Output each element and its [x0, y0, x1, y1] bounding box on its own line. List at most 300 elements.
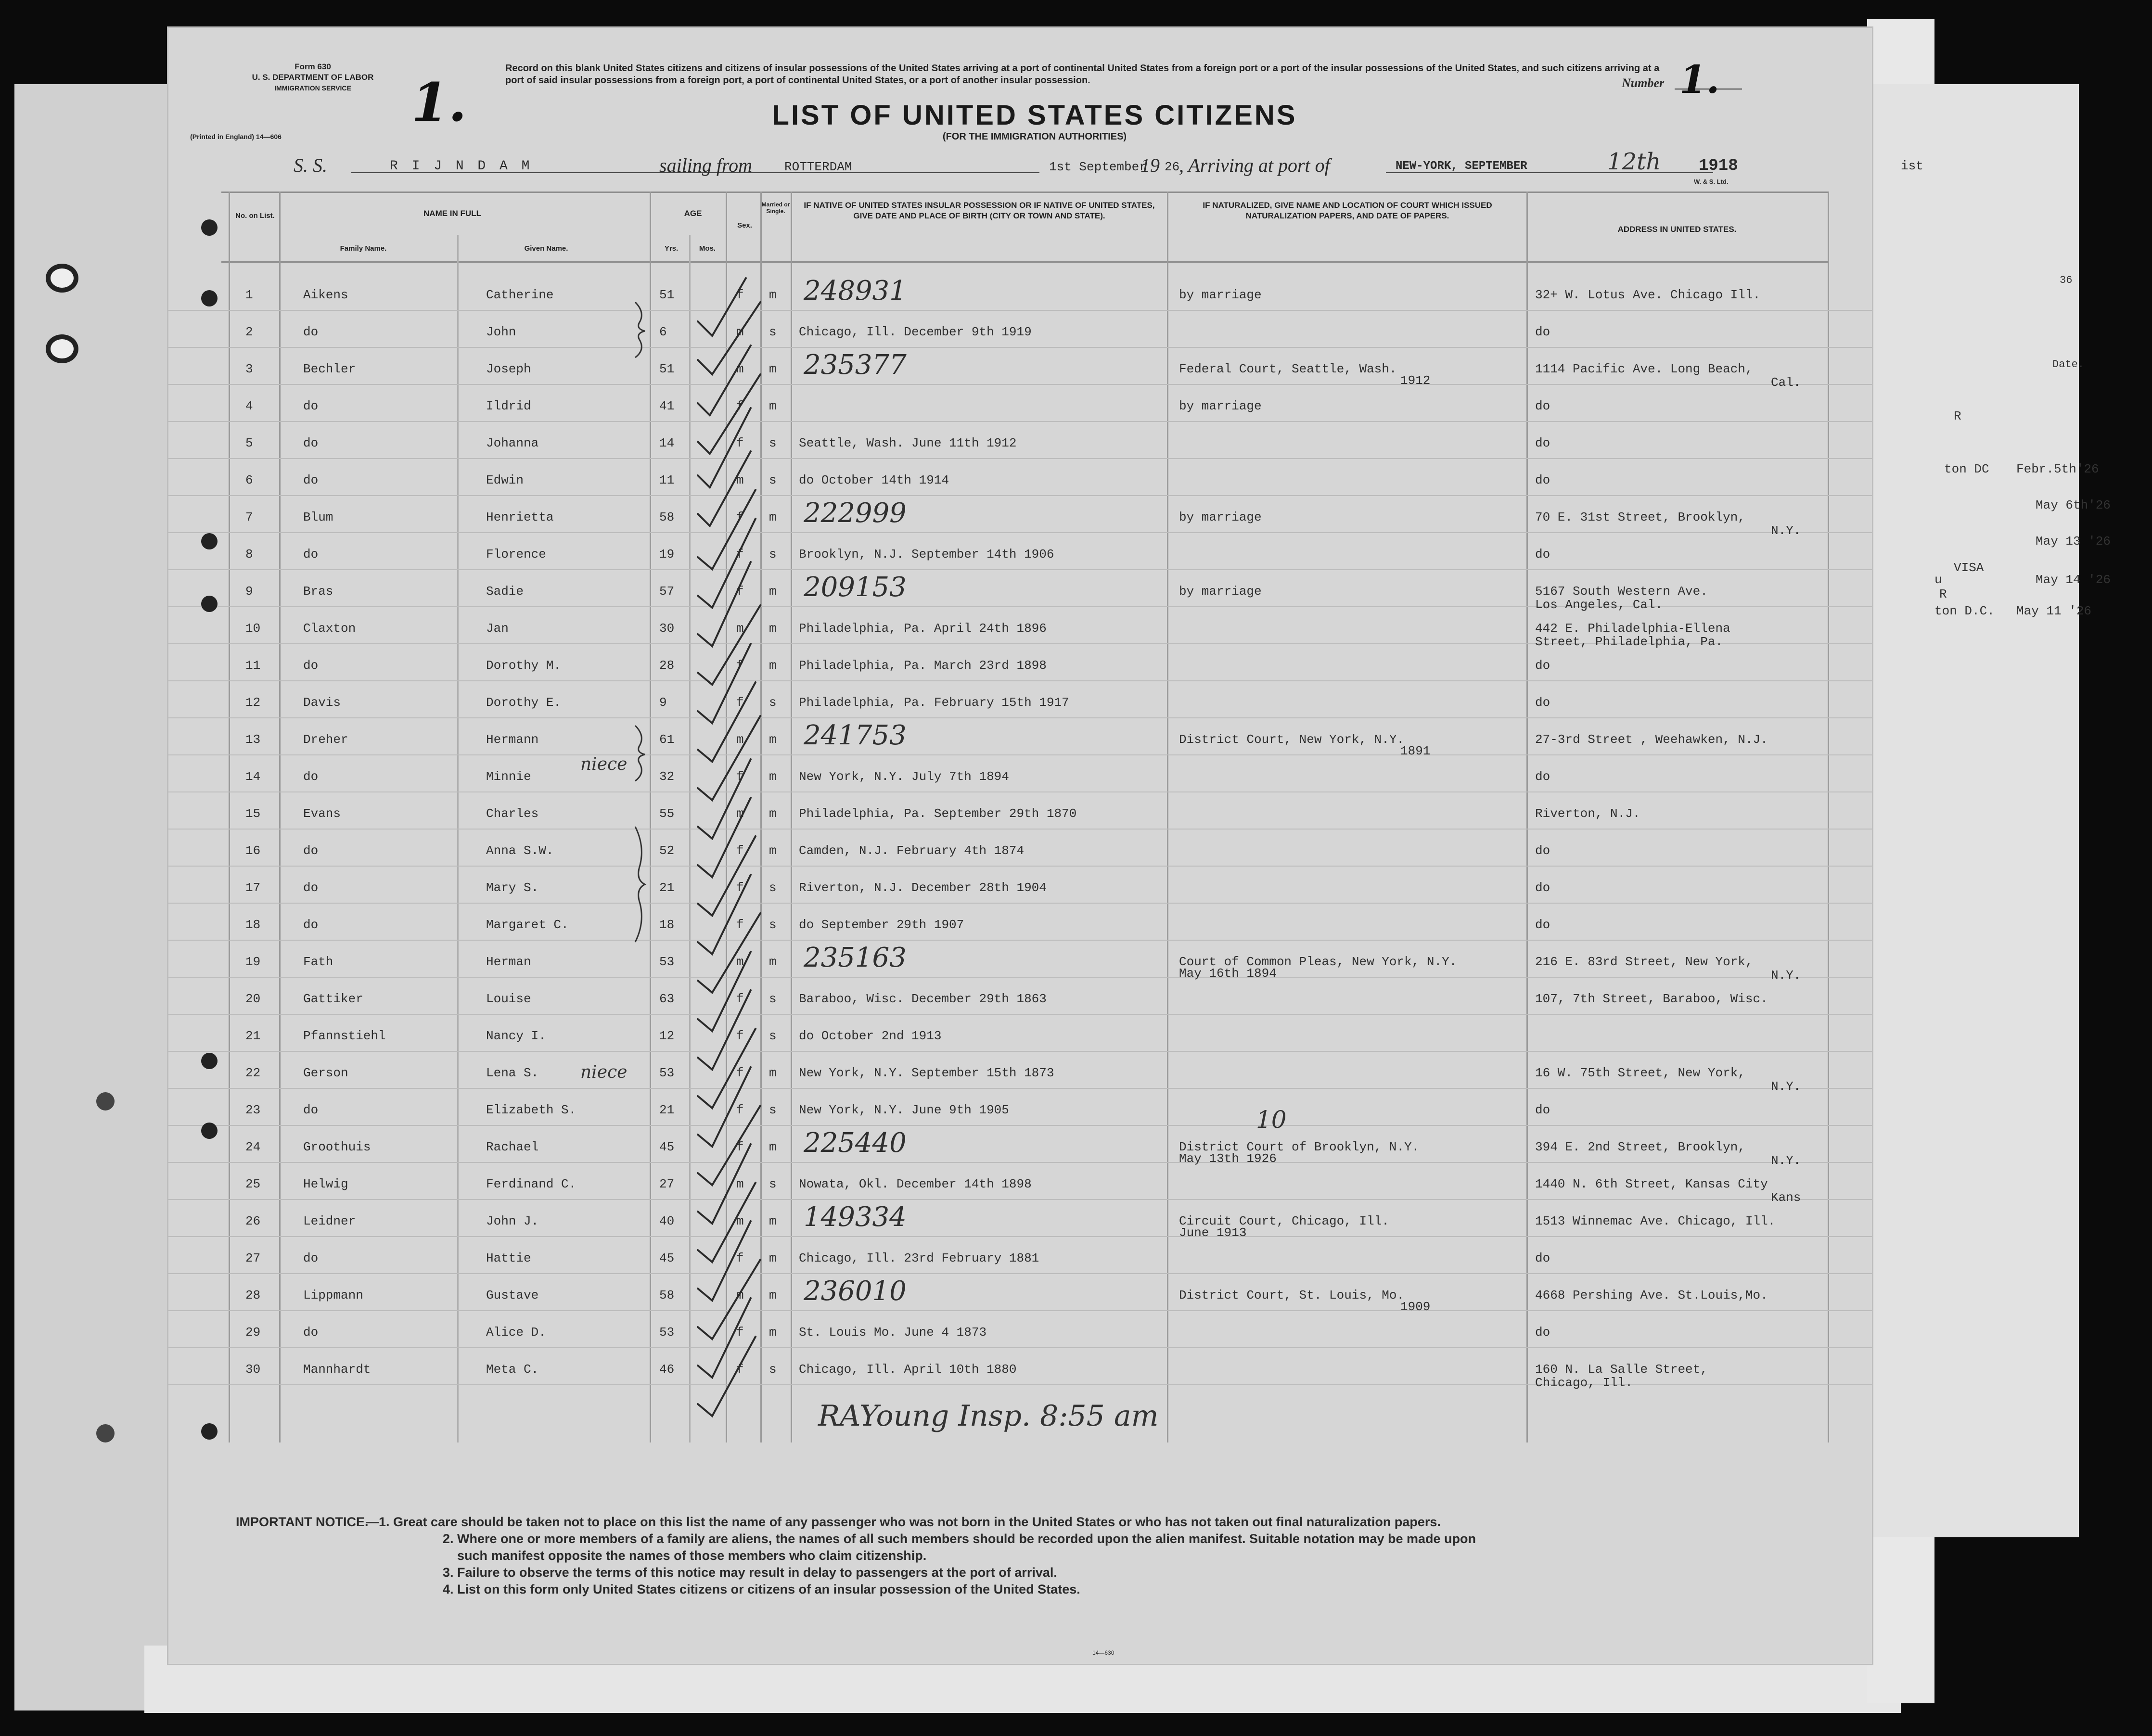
row-number: 17	[245, 881, 261, 895]
handwritten-cert-number: 209153	[804, 572, 907, 603]
marital-status: m	[769, 1251, 777, 1265]
naturalization-court: by marriage	[1179, 399, 1262, 413]
right-sheet-text: May 13 '26	[2036, 534, 2111, 549]
given-name: Hattie	[486, 1251, 531, 1265]
row-number: 29	[245, 1325, 261, 1340]
given-name: Jan	[486, 621, 509, 636]
sex: m	[736, 1177, 744, 1191]
marital-status: m	[769, 584, 777, 599]
handwritten-cert-number: 235163	[804, 942, 907, 973]
address: do	[1535, 769, 1550, 784]
year-suffix: 26	[1165, 160, 1180, 174]
birth-place-date: Chicago, Ill. December 9th 1919	[799, 325, 1032, 339]
marital-status: s	[769, 325, 777, 339]
marital-status: s	[769, 1029, 777, 1043]
inspector-signature: RAYoung Insp. 8:55 am	[818, 1399, 1159, 1433]
address-line-2: Kans	[1771, 1190, 1801, 1205]
sex: m	[736, 806, 744, 821]
punch-hole	[201, 1053, 218, 1069]
family-name: Groothuis	[303, 1140, 371, 1154]
row-number: 19	[245, 955, 261, 969]
family-name: do	[303, 769, 319, 784]
address: do	[1535, 695, 1550, 710]
age-years: 51	[659, 362, 675, 376]
age-years: 61	[659, 732, 675, 747]
naturalization-court: Federal Court, Seattle, Wash.	[1179, 362, 1397, 376]
row-number: 26	[245, 1214, 261, 1228]
right-sheet-text: ton DC	[1944, 462, 1989, 476]
family-name: do	[303, 1103, 319, 1117]
family-name: do	[303, 547, 319, 562]
form-number: Form 630	[295, 62, 331, 71]
row-rule	[168, 680, 1872, 681]
address: do	[1535, 843, 1550, 858]
birth-place-date: Brooklyn, N.J. September 14th 1906	[799, 547, 1054, 562]
address: Riverton, N.J.	[1535, 806, 1640, 821]
handwritten-niece: niece	[580, 1062, 628, 1082]
marital-status: s	[769, 992, 777, 1006]
row-number: 14	[245, 769, 261, 784]
address: do	[1535, 1325, 1550, 1340]
handwritten-cert-number: 225440	[804, 1127, 907, 1159]
naturalization-date: 1909	[1400, 1300, 1431, 1314]
punch-hole	[201, 1123, 218, 1139]
marital-status: m	[769, 1140, 777, 1154]
address: 70 E. 31st Street, Brooklyn,	[1535, 510, 1745, 524]
footer-code: 14—630	[1092, 1649, 1114, 1656]
age-years: 27	[659, 1177, 675, 1191]
sex: f	[736, 658, 744, 673]
row-number: 5	[245, 436, 253, 450]
right-sheet-text: R	[1939, 587, 1947, 601]
given-name: Hermann	[486, 732, 539, 747]
right-sheet-text: u	[1934, 573, 1942, 587]
family-name: Fath	[303, 955, 333, 969]
col-header-yrs: Yrs.	[664, 244, 679, 253]
row-rule	[168, 1273, 1872, 1274]
marital-status: m	[769, 1288, 777, 1302]
row-rule	[168, 754, 1872, 755]
row-number: 12	[245, 695, 261, 710]
punch-hole	[201, 290, 218, 306]
given-name: John J.	[486, 1214, 539, 1228]
naturalization-court: Circuit Court, Chicago, Ill.	[1179, 1214, 1389, 1228]
age-years: 40	[659, 1214, 675, 1228]
age-years: 19	[659, 547, 675, 562]
birth-place-date: Philadelphia, Pa. April 24th 1896	[799, 621, 1047, 636]
right-sheet-text: 36	[2060, 274, 2073, 286]
age-years: 9	[659, 695, 667, 710]
binder-hole	[96, 1424, 115, 1442]
row-number: 23	[245, 1103, 261, 1117]
given-name: Louise	[486, 992, 531, 1006]
address: do	[1535, 658, 1550, 673]
marital-status: s	[769, 1103, 777, 1117]
marital-status: m	[769, 843, 777, 858]
row-rule	[168, 717, 1872, 718]
row-number: 2	[245, 325, 253, 339]
sex: f	[736, 992, 744, 1006]
birth-place-date: Camden, N.J. February 4th 1874	[799, 843, 1025, 858]
birth-place-date: do October 2nd 1913	[799, 1029, 942, 1043]
given-name: Herman	[486, 955, 531, 969]
row-rule	[168, 977, 1872, 978]
sex: f	[736, 399, 744, 413]
address: do	[1535, 436, 1550, 450]
table-header-rule	[221, 261, 1829, 263]
sex: f	[736, 918, 744, 932]
address: 1114 Pacific Ave. Long Beach,	[1535, 362, 1753, 376]
age-years: 46	[659, 1362, 675, 1377]
row-number: 18	[245, 918, 261, 932]
address: 107, 7th Street, Baraboo, Wisc.	[1535, 992, 1768, 1006]
address: do	[1535, 1251, 1550, 1265]
family-name: Bras	[303, 584, 333, 599]
address: 5167 South Western Ave.	[1535, 584, 1708, 599]
col-rule	[1167, 191, 1168, 1442]
given-name: John	[486, 325, 516, 339]
row-rule	[168, 347, 1872, 348]
right-sheet-text: May 14 '26	[2036, 573, 2111, 587]
address-line-2: Los Angeles, Cal.	[1535, 598, 1663, 612]
punch-hole	[201, 219, 218, 236]
family-name: Aikens	[303, 288, 348, 302]
ss-label: S. S.	[294, 154, 327, 176]
ship-name: R I J N D A M	[390, 159, 533, 174]
address: 442 E. Philadelphia-Ellena	[1535, 621, 1730, 636]
sex: m	[736, 955, 744, 969]
col-rule	[1526, 191, 1528, 1442]
family-name: Gattiker	[303, 992, 363, 1006]
row-number: 3	[245, 362, 253, 376]
marital-status: m	[769, 769, 777, 784]
sex: f	[736, 510, 744, 524]
date-from: 1st September	[1049, 160, 1147, 174]
family-braces	[626, 302, 659, 1216]
age-years: 11	[659, 473, 675, 487]
birth-place-date: Chicago, Ill. 23rd February 1881	[799, 1251, 1039, 1265]
given-name: Henrietta	[486, 510, 554, 524]
age-years: 53	[659, 1325, 675, 1340]
given-name: Johanna	[486, 436, 539, 450]
notice-item-2: 2. Where one or more members of a family are aliens, the names of all such members should be recorded upon the alien manifest. Suitable notation may be made upon	[443, 1532, 1476, 1546]
family-name: Helwig	[303, 1177, 348, 1191]
right-sheet-text: Febr.5th'26	[2016, 462, 2099, 476]
naturalization-court: by marriage	[1179, 584, 1262, 599]
arrival-day: 12th	[1607, 148, 1661, 175]
family-name: do	[303, 843, 319, 858]
birth-place-date: New York, N.Y. September 15th 1873	[799, 1066, 1054, 1080]
marital-status: m	[769, 1214, 777, 1228]
address: 1440 N. 6th Street, Kansas City	[1535, 1177, 1768, 1191]
naturalization-date: May 16th 1894	[1179, 966, 1277, 981]
col-rule	[229, 191, 230, 1442]
sex: f	[736, 1066, 744, 1080]
row-number: 11	[245, 658, 261, 673]
row-number: 8	[245, 547, 253, 562]
sex: f	[736, 769, 744, 784]
age-years: 6	[659, 325, 667, 339]
row-rule	[168, 903, 1872, 904]
given-name: Elizabeth S.	[486, 1103, 576, 1117]
family-name: do	[303, 881, 319, 895]
given-name: Rachael	[486, 1140, 539, 1154]
given-name: Margaret C.	[486, 918, 569, 932]
right-sheet-text: May 6th'26	[2036, 498, 2111, 512]
naturalization-date: May 13th 1926	[1179, 1151, 1277, 1166]
row-rule	[168, 569, 1872, 570]
handwritten-niece: niece	[580, 754, 628, 774]
family-name: do	[303, 1251, 319, 1265]
address-line-2: Cal.	[1771, 375, 1801, 390]
row-number: 9	[245, 584, 253, 599]
given-name: Catherine	[486, 288, 554, 302]
family-name: Dreher	[303, 732, 348, 747]
age-years: 57	[659, 584, 675, 599]
marital-status: s	[769, 473, 777, 487]
marital-status: s	[769, 695, 777, 710]
family-name: Lippmann	[303, 1288, 363, 1302]
sex: m	[736, 325, 744, 339]
birth-place-date: New York, N.Y. June 9th 1905	[799, 1103, 1009, 1117]
age-years: 45	[659, 1140, 675, 1154]
row-rule	[168, 940, 1872, 941]
handwritten-ten: 10	[1256, 1106, 1287, 1134]
given-name: Dorothy M.	[486, 658, 562, 673]
page-subtitle: (FOR THE IMMIGRATION AUTHORITIES)	[942, 131, 1127, 142]
right-sheet-text: R	[1954, 409, 1961, 423]
row-rule	[168, 384, 1872, 385]
birth-place-date: Baraboo, Wisc. December 29th 1863	[799, 992, 1047, 1006]
birth-place-date: Riverton, N.J. December 28th 1904	[799, 881, 1047, 895]
sex: m	[736, 621, 744, 636]
punch-hole	[201, 596, 218, 612]
family-name: Pfannstiehl	[303, 1029, 386, 1043]
underlying-sheet	[1872, 84, 2111, 1537]
address-line-2: N.Y.	[1771, 523, 1801, 538]
row-number: 4	[245, 399, 253, 413]
row-number: 24	[245, 1140, 261, 1154]
row-number: 10	[245, 621, 261, 636]
handwritten-number: 1.	[1679, 57, 1720, 102]
birth-place-date: Philadelphia, Pa. September 29th 1870	[799, 806, 1077, 821]
birth-place-date: Philadelphia, Pa. March 23rd 1898	[799, 658, 1047, 673]
given-name: Mary S.	[486, 881, 539, 895]
birth-place-date: do October 14th 1914	[799, 473, 949, 487]
printer-mark: W. & S. Ltd.	[1694, 178, 1729, 185]
notice-heading: IMPORTANT NOTICE.	[236, 1515, 369, 1529]
sailing-label: sailing from	[659, 154, 752, 176]
given-name: Joseph	[486, 362, 531, 376]
table-top-rule	[221, 191, 1829, 193]
punch-hole	[201, 533, 218, 549]
row-number: 7	[245, 510, 253, 524]
address: 27-3rd Street , Weehawken, N.J.	[1535, 732, 1768, 747]
address: do	[1535, 1103, 1550, 1117]
age-years: 55	[659, 806, 675, 821]
naturalization-court: District Court of Brooklyn, N.Y.	[1179, 1140, 1420, 1154]
sex: f	[736, 695, 744, 710]
row-rule	[168, 532, 1872, 533]
address-line-2: N.Y.	[1771, 1079, 1801, 1094]
address: 4668 Pershing Ave. St.Louis,Mo.	[1535, 1288, 1768, 1302]
page-title: LIST OF UNITED STATES CITIZENS	[772, 100, 1297, 131]
row-rule	[168, 495, 1872, 496]
col-header-sex: Sex.	[737, 221, 752, 230]
col-header-married: Married or Single.	[761, 201, 790, 215]
age-years: 18	[659, 918, 675, 932]
address: 216 E. 83rd Street, New York,	[1535, 955, 1753, 969]
sex: m	[736, 362, 744, 376]
row-rule	[168, 1199, 1872, 1200]
row-rule	[168, 1162, 1872, 1163]
family-name: do	[303, 658, 319, 673]
row-number: 27	[245, 1251, 261, 1265]
sex: m	[736, 1288, 744, 1302]
sex: m	[736, 1214, 744, 1228]
address-line-2: N.Y.	[1771, 968, 1801, 983]
row-rule	[168, 866, 1872, 867]
address: 16 W. 75th Street, New York,	[1535, 1066, 1745, 1080]
handwritten-cert-number: 236010	[804, 1276, 907, 1307]
marital-status: s	[769, 881, 777, 895]
given-name: Gustave	[486, 1288, 539, 1302]
col-header-no: No. on List.	[235, 212, 275, 220]
given-name: Dorothy E.	[486, 695, 562, 710]
col-header-name: NAME IN FULL	[423, 209, 481, 218]
address: do	[1535, 547, 1550, 562]
given-name: Lena S.	[486, 1066, 539, 1080]
handwritten-list-mark: 1.	[411, 71, 467, 133]
naturalization-court: District Court, New York, N.Y.	[1179, 732, 1405, 747]
notice-item-4: 4. List on this form only United States citizens or citizens of an insular possession of the United States.	[443, 1582, 1080, 1596]
service: IMMIGRATION SERVICE	[274, 84, 351, 92]
row-number: 16	[245, 843, 261, 858]
age-years: 14	[659, 436, 675, 450]
row-rule	[168, 1347, 1872, 1348]
right-sheet-text: VISA	[1954, 561, 1984, 575]
age-years: 58	[659, 1288, 675, 1302]
marital-status: m	[769, 1066, 777, 1080]
printed-note: (Printed in England) 14—606	[190, 133, 282, 140]
naturalization-court: District Court, St. Louis, Mo.	[1179, 1288, 1405, 1302]
address-line-2: Street, Philadelphia, Pa.	[1535, 635, 1723, 649]
age-years: 52	[659, 843, 675, 858]
given-name: Ferdinand C.	[486, 1177, 576, 1191]
row-number: 30	[245, 1362, 261, 1377]
col-header-family: Family Name.	[340, 244, 387, 253]
check-marks	[679, 249, 929, 1452]
address: do	[1535, 473, 1550, 487]
naturalization-court: by marriage	[1179, 288, 1262, 302]
col-header-address: ADDRESS IN UNITED STATES.	[1617, 225, 1737, 234]
given-name: Anna S.W.	[486, 843, 554, 858]
marital-status: m	[769, 621, 777, 636]
row-rule	[168, 1088, 1872, 1089]
birth-place-date: St. Louis Mo. June 4 1873	[799, 1325, 987, 1340]
handwritten-cert-number: 241753	[804, 720, 907, 751]
age-years: 51	[659, 288, 675, 302]
row-rule	[168, 310, 1872, 311]
sex: f	[736, 288, 744, 302]
number-label: Number	[1622, 76, 1665, 90]
binder-hole	[46, 334, 78, 363]
row-rule	[168, 1310, 1872, 1311]
family-name: Evans	[303, 806, 341, 821]
sex: f	[736, 584, 744, 599]
marital-status: m	[769, 732, 777, 747]
sex: f	[736, 881, 744, 895]
form-instructions: Record on this blank United States citizens and citizens of insular possessions of the United States arriving at a port of continental United States from a foreign port or a port of the insular possessions of the United States, and such citizens arriving at a port of said insular possessions from a foreign port, a port of continental United States, or a port of another insular possession.	[505, 63, 1660, 86]
col-header-naturalized: IF NATURALIZED, GIVE NAME AND LOCATION OF COURT WHICH ISSUED NATURALIZATION PAPERS, AND DATE OF PAPERS.	[1203, 201, 1492, 220]
handwritten-cert-number: 248931	[804, 275, 907, 306]
notice-item-2-cont: such manifest opposite the names of those members who claim citizenship.	[457, 1548, 927, 1563]
binder-hole	[96, 1092, 115, 1111]
age-years: 45	[659, 1251, 675, 1265]
row-number: 6	[245, 473, 253, 487]
given-name: Edwin	[486, 473, 524, 487]
birth-place-date: Philadelphia, Pa. February 15th 1917	[799, 695, 1069, 710]
right-sheet-text: ton D.C.	[1934, 604, 1995, 618]
age-years: 32	[659, 769, 675, 784]
age-years: 41	[659, 399, 675, 413]
row-rule	[168, 1125, 1872, 1126]
row-rule	[168, 421, 1872, 422]
given-name: Nancy I.	[486, 1029, 546, 1043]
row-rule	[168, 829, 1872, 830]
sex: f	[736, 1325, 744, 1340]
family-name: do	[303, 325, 319, 339]
naturalization-date: 1912	[1400, 373, 1431, 388]
sex: f	[736, 436, 744, 450]
sex: m	[736, 473, 744, 487]
address: 1513 Winnemac Ave. Chicago, Ill.	[1535, 1214, 1776, 1228]
address: do	[1535, 325, 1550, 339]
marital-status: s	[769, 547, 777, 562]
family-name: Claxton	[303, 621, 356, 636]
sex: f	[736, 843, 744, 858]
age-years: 21	[659, 1103, 675, 1117]
address: do	[1535, 918, 1550, 932]
naturalization-date: 1891	[1400, 744, 1431, 758]
row-rule	[168, 458, 1872, 459]
family-name: do	[303, 436, 319, 450]
sex: f	[736, 1362, 744, 1377]
punch-hole	[201, 1423, 218, 1440]
given-name: Meta C.	[486, 1362, 539, 1377]
row-number: 22	[245, 1066, 261, 1080]
marital-status: m	[769, 288, 777, 302]
age-years: 63	[659, 992, 675, 1006]
col-header-birth: IF NATIVE OF UNITED STATES INSULAR POSSESSION OR IF NATIVE OF UNITED STATES, GIVE DATE AND PLACE OF BIRTH (CITY OR TOWN AND STATE).	[804, 201, 1155, 220]
age-years: 28	[659, 658, 675, 673]
handwritten-cert-number: 235377	[804, 349, 907, 381]
marital-status: s	[769, 1177, 777, 1191]
row-number: 20	[245, 992, 261, 1006]
marital-status: m	[769, 362, 777, 376]
sex: f	[736, 1251, 744, 1265]
binder-hole	[46, 264, 78, 293]
address: do	[1535, 399, 1550, 413]
address: 394 E. 2nd Street, Brooklyn,	[1535, 1140, 1745, 1154]
year-prefix: 19	[1140, 154, 1160, 176]
family-name: do	[303, 473, 319, 487]
col-header-given: Given Name.	[524, 244, 568, 253]
age-years: 21	[659, 881, 675, 895]
row-rule	[168, 791, 1872, 792]
given-name: Florence	[486, 547, 546, 562]
address: do	[1535, 881, 1550, 895]
